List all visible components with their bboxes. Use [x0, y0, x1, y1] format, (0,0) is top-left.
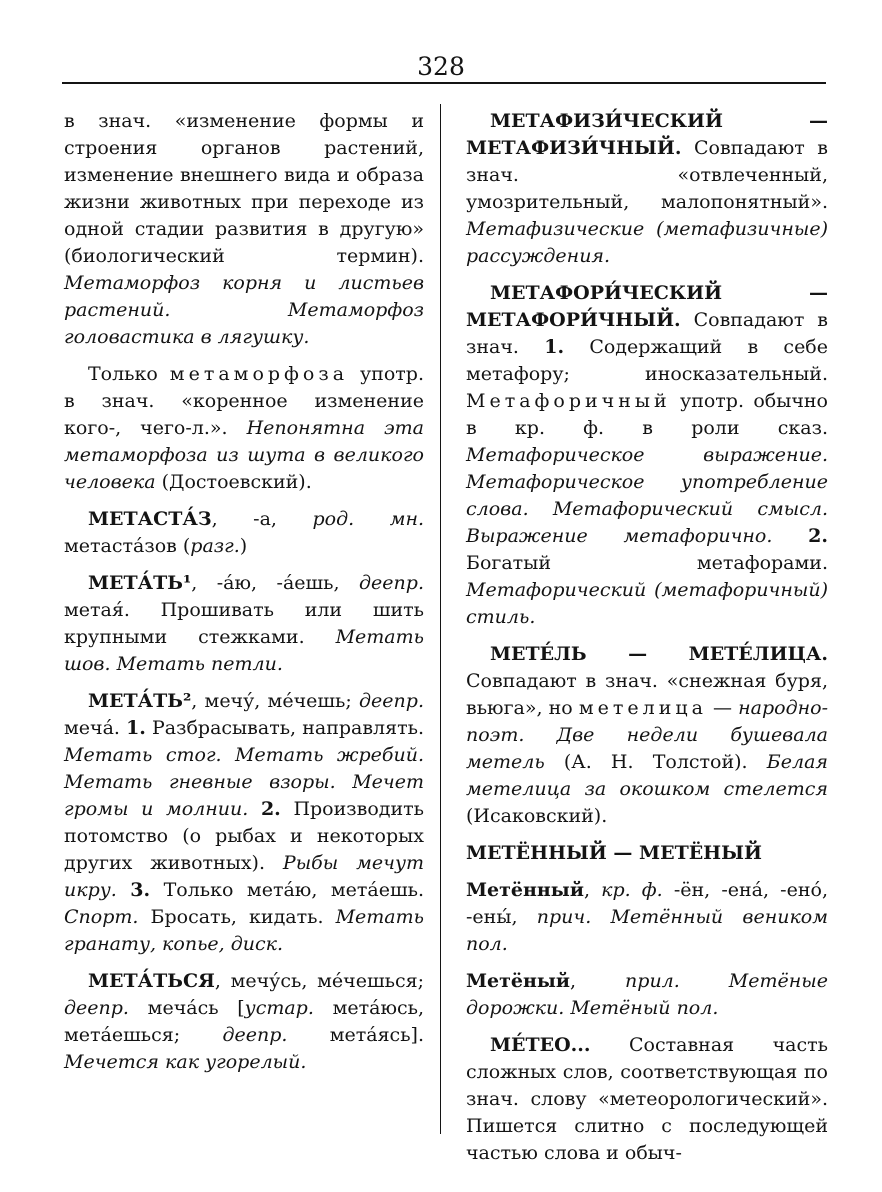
dictionary-entry — [466, 108, 828, 270]
entry-italic-text: Спорт. — [64, 906, 139, 928]
left-column — [64, 108, 424, 1086]
entry-bold-text: МЕТАФИЗИ́ЧЕСКИЙ — МЕТАФИЗИ́ЧНЫЙ. — [466, 110, 828, 159]
entry-text: Только мета́ю, мета́ешь. — [150, 879, 424, 901]
entry-text: Составная часть сложных слов, соответствующая по знач. слову «метеорологический». Пишется слитно с последующей частью слова и обыч- — [466, 1034, 828, 1164]
entry-bold-text: МЕТАСТА́З — [88, 508, 212, 530]
entry-italic-text: Мечется как угорелый. — [64, 1051, 307, 1073]
entry-italic-text: Метать стог. Метать жребий. Метать гневные взоры. Мечет громы и молнии. — [64, 744, 424, 820]
entry-italic-text: прил. Метёные дорожки. Метёный пол. — [466, 970, 828, 1019]
entry-italic-text: Белая метелица за окошком стелется — [466, 751, 828, 800]
entry-italic-text: Метать шов. Метать петли. — [64, 626, 424, 675]
entry-bold-text: МЕТА́ТЬСЯ — [88, 970, 215, 992]
entry-italic-text: деепр. — [359, 690, 424, 712]
entry-text: метая́. Прошивать или шить крупными стежками. — [64, 599, 424, 648]
entry-bold-text: МЕТЕ́ЛЬ — МЕТЕ́ЛИЦА. — [490, 643, 828, 665]
dictionary-entry — [64, 108, 424, 351]
column-divider — [440, 104, 441, 1134]
entry-spaced-text: метелица — [578, 697, 707, 719]
entry-text: , — [570, 970, 626, 992]
entry-italic-text: Метафизические (метафизичные) рассуждения. — [466, 218, 828, 267]
entry-text — [248, 798, 261, 820]
entry-text: (А. Н. Толстой). — [544, 751, 767, 773]
entry-bold-text: 1. — [544, 336, 565, 358]
entry-italic-text: устар. — [244, 997, 314, 1019]
entry-text: (Достоевский). — [155, 471, 312, 493]
entry-italic-text: деепр. — [359, 572, 424, 594]
dictionary-entry — [466, 877, 828, 958]
entry-bold-text: Метённый — [466, 879, 584, 901]
entry-bold-text: Метёный — [466, 970, 571, 992]
dictionary-entry — [466, 840, 828, 867]
entry-text: Совпадают в знач. «снежная буря, вьюга», но — [466, 670, 828, 719]
entry-italic-text: народно-поэт. Две недели бушевала метель — [466, 697, 828, 773]
dictionary-entry — [64, 361, 424, 496]
entry-text: Содержащий в себе метафору; иносказательный. — [466, 336, 828, 385]
entry-bold-text: МЕТЁННЫЙ — МЕТЁНЫЙ — [466, 842, 762, 864]
entry-text: в знач. «изменение формы и строения органов растений, изменение внешнего вида и образа жизни животных при переходе из одной стадии развития в другую» (биологический термин). — [64, 110, 424, 267]
entry-italic-text: деепр. — [64, 997, 129, 1019]
entry-italic-text: Метафорическое выражение. Метафорическое употребление слова. Метафорический смысл. Выражение метафорично. — [466, 444, 828, 547]
entry-italic-text: кр. ф. — [601, 879, 663, 901]
entry-text: Богатый метафорами. — [466, 552, 828, 574]
entry-text: меча́. — [64, 717, 127, 739]
header-rule — [62, 82, 826, 84]
dictionary-entry — [64, 506, 424, 560]
entry-text: меча́сь [ — [128, 997, 245, 1019]
dictionary-entry — [466, 1032, 828, 1167]
entry-text — [117, 879, 130, 901]
entry-bold-text: 3. — [130, 879, 151, 901]
entry-italic-text: Рыбы мечут икру. — [64, 852, 424, 901]
entry-text: мета́юсь, мета́ешься; — [64, 997, 425, 1046]
entry-text: Производить потомство (о рыбах и некоторых других животных). — [64, 798, 424, 874]
entry-text: употр. обычно в кр. ф. в роли сказ. — [466, 390, 828, 439]
entry-bold-text: МЕТА́ТЬ¹ — [88, 572, 192, 594]
page-number: 328 — [417, 52, 465, 81]
right-column — [466, 108, 828, 1177]
dictionary-entry — [64, 968, 424, 1076]
entry-text — [772, 525, 808, 547]
entry-text: мета́ясь]. — [287, 1024, 424, 1046]
dictionary-entry — [466, 280, 828, 631]
entry-bold-text: МЕ́ТЕО... — [490, 1034, 591, 1056]
entry-text: Совпадают в знач. «отвлеченный, умозрительный, малопонятный». — [466, 137, 828, 213]
entry-italic-text: прич. Метённый веником пол. — [466, 906, 828, 955]
entry-italic-text: разг. — [190, 535, 240, 557]
entry-text: , -а́ю, -а́ешь, — [191, 572, 360, 594]
entry-text: — — [706, 697, 739, 719]
entry-text: , -а, — [211, 508, 313, 530]
entry-text: (Исаковский). — [466, 805, 608, 827]
entry-bold-text: 1. — [126, 717, 146, 739]
entry-italic-text: Метать гранату, копье, диск. — [64, 906, 424, 955]
entry-spaced-text: метаморфоза — [169, 363, 349, 385]
entry-text: метаста́зов ( — [64, 535, 191, 557]
entry-text: , мечу́сь, ме́чешься; — [214, 970, 424, 992]
entry-text: , — [583, 879, 602, 901]
entry-italic-text: род. мн. — [312, 508, 425, 530]
entry-spaced-text: Метафоричный — [466, 390, 671, 412]
entry-text: -ён, -ена́, -ено́, -ены́, — [466, 879, 828, 928]
entry-bold-text: 2. — [808, 525, 828, 547]
entry-italic-text: деепр. — [222, 1024, 288, 1046]
entry-text: Совпадают в знач. — [466, 309, 828, 358]
entry-bold-text: МЕТАФОРИ́ЧЕСКИЙ — МЕТАФОРИ́ЧНЫЙ. — [466, 282, 828, 331]
dictionary-entry — [64, 688, 424, 958]
dictionary-entry — [466, 641, 828, 830]
entry-text: Бросать, кидать. — [138, 906, 336, 928]
dictionary-entry — [466, 968, 828, 1022]
entry-text: Разбрасывать, направлять. — [145, 717, 424, 739]
entry-italic-text: Непонятна эта метаморфоза из шута в великого человека — [64, 417, 425, 493]
dictionary-entry — [64, 570, 424, 678]
entry-text: Только — [88, 363, 170, 385]
entry-bold-text: 2. — [260, 798, 281, 820]
entry-text: , мечу́, ме́чешь; — [191, 690, 360, 712]
entry-text: ) — [239, 535, 248, 557]
entry-italic-text: Метафорический (метафоричный) стиль. — [466, 579, 828, 628]
entry-text: употр. в знач. «коренное изменение кого-, чего-л.». — [64, 363, 424, 439]
entry-bold-text: МЕТА́ТЬ² — [88, 690, 192, 712]
entry-italic-text: Метаморфоз корня и листьев растений. Метаморфоз головастика в лягушку. — [64, 272, 424, 348]
